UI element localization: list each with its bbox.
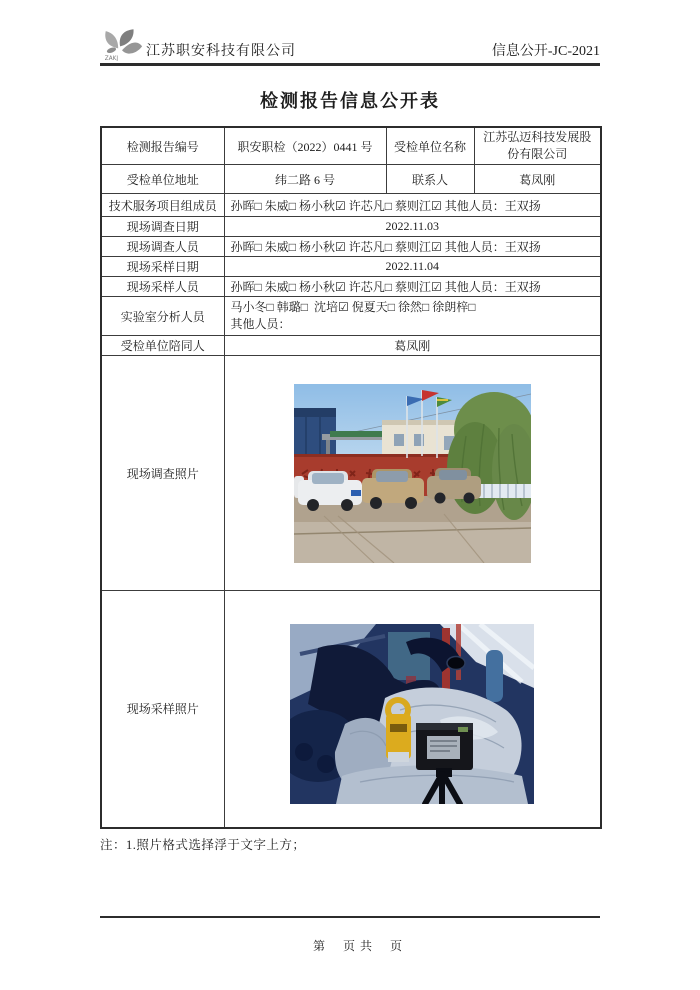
row-lab-analysts: [101, 297, 601, 336]
page-footer: [100, 916, 600, 969]
field-label: 联系人: [386, 165, 474, 194]
page-number: 第 页 共 页: [312, 939, 403, 953]
photo-cell: [224, 591, 601, 828]
field-label: 受检单位地址: [101, 165, 224, 194]
logo-text: ZAKJ: [104, 55, 119, 61]
row-report-no: [101, 127, 601, 165]
checkbox-name-list: 孙晖□ 朱威□ 杨小秋☑ 许芯凡□ 蔡则江☑ 其他人员：王双扬: [224, 237, 601, 257]
field-label: 实验室分析人员: [101, 297, 224, 336]
field-label: 现场调查日期: [101, 217, 224, 237]
field-value: 葛凤刚: [224, 336, 601, 356]
field-label: 现场采样人员: [101, 277, 224, 297]
row-project-team: [101, 194, 601, 217]
sampling-photo: [290, 624, 534, 804]
row-sampling-date: [101, 257, 601, 277]
field-label: 技术服务项目组成员: [101, 194, 224, 217]
row-survey-photo: [101, 356, 601, 591]
analyst-list-line: 马小冬□ 韩璐□ 沈培☑ 倪夏天□ 徐然□ 徐朗梓□: [230, 300, 476, 314]
field-label: 现场采样照片: [101, 591, 224, 828]
field-value: 2022.11.03: [224, 217, 601, 237]
survey-photo: [294, 384, 531, 563]
page-header: [100, 30, 600, 66]
field-label: 现场调查照片: [101, 356, 224, 591]
field-value: 纬二路 6 号: [224, 165, 386, 194]
field-label: 受检单位陪同人: [101, 336, 224, 356]
analyst-list-other: 其他人员：: [230, 317, 291, 331]
row-survey-date: [101, 217, 601, 237]
doc-code: 信息公开-JC-2021: [491, 44, 600, 59]
checkbox-name-list: 孙晖□ 朱威□ 杨小秋☑ 许芯凡□ 蔡则江☑ 其他人员：王双扬: [224, 194, 601, 217]
company-logo-icon: [100, 28, 144, 61]
field-label: 现场调查人员: [101, 237, 224, 257]
photo-cell: [224, 356, 601, 591]
row-sampling-staff: [101, 277, 601, 297]
row-survey-staff: [101, 237, 601, 257]
field-value: 职安职检（2022）0441 号: [224, 127, 386, 165]
row-accompanying: [101, 336, 601, 356]
report-info-table: [100, 126, 602, 829]
row-sampling-photo: [101, 591, 601, 828]
note: 注：1.照片格式选择浮于文字上方；: [100, 837, 306, 852]
company-name: 江苏职安科技有限公司: [146, 44, 296, 59]
field-value: 2022.11.04: [224, 257, 601, 277]
checkbox-name-list: [224, 297, 601, 336]
field-value: 江苏弘迈科技发展股份有限公司: [474, 127, 601, 165]
field-label: 受检单位名称: [386, 127, 474, 165]
page-title: 检测报告信息公开表: [260, 91, 440, 111]
field-label: 现场采样日期: [101, 257, 224, 277]
row-unit-address: [101, 165, 601, 194]
field-label: 检测报告编号: [101, 127, 224, 165]
field-value: 葛凤刚: [474, 165, 601, 194]
checkbox-name-list: 孙晖□ 朱威□ 杨小秋☑ 许芯凡□ 蔡则江☑ 其他人员：王双扬: [224, 277, 601, 297]
